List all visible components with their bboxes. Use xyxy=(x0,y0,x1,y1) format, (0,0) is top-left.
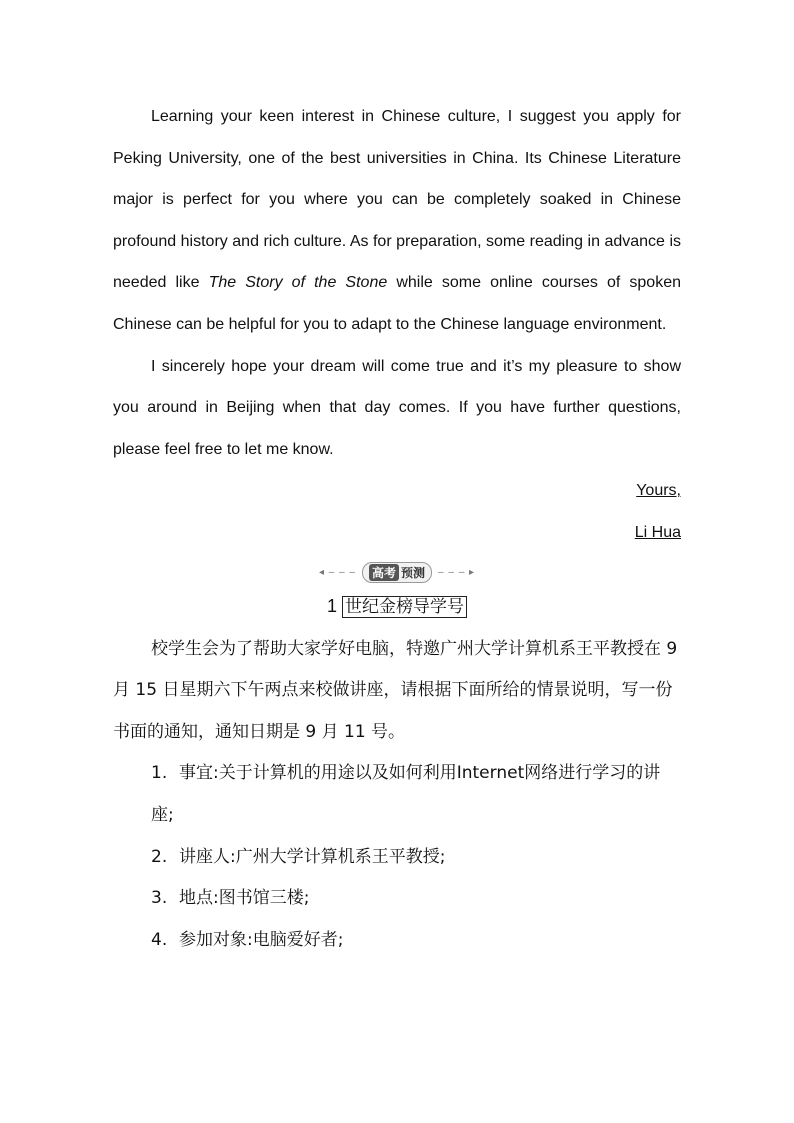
banner-part2: 预测 xyxy=(401,566,426,581)
task-item-1 xyxy=(113,753,681,836)
section-banner xyxy=(113,556,681,590)
book-title: The Story of the Stone xyxy=(208,274,388,292)
banner-badge xyxy=(362,562,432,583)
banner-right-decoration: ‒ ‒ ‒ ▸ xyxy=(438,567,476,579)
letter-paragraph-2: I sincerely hope your dream will come true and it’s my pleasure to show you around in Beijing when that day comes. If you have further questions, please feel free to let me know. xyxy=(113,357,681,458)
item-number: 2. xyxy=(151,846,168,867)
item-text: 参加对象:电脑爱好者; xyxy=(179,929,344,950)
task-item-3 xyxy=(113,878,681,920)
item-number: 1. xyxy=(151,763,168,784)
item-text: 地点:图书馆三楼; xyxy=(179,888,310,909)
task-intro: 校学生会为了帮助大家学好电脑，特邀广州大学计算机系王平教授在 9 月 15 日星期六下午两点来校做讲座，请根据下面所给的情景说明，写一份书面的通知，通知日期是 9 月 11 号。 xyxy=(113,638,678,742)
closing-text: Yours, xyxy=(636,482,681,500)
letter-closing xyxy=(113,470,681,512)
task-item-4 xyxy=(113,920,681,962)
letter-paragraph-1 xyxy=(113,96,681,346)
item-text: 讲座人:广州大学计算机系王平教授; xyxy=(179,846,446,867)
item-number: 3. xyxy=(151,888,168,909)
task-item-2 xyxy=(113,837,681,879)
document-page xyxy=(113,96,681,961)
task-source: 世纪金榜导学号 xyxy=(342,596,467,618)
banner-part1: 高考 xyxy=(369,564,399,581)
task-heading xyxy=(113,590,681,623)
item-text: 事宜:关于计算机的用途以及如何利用Internet网络进行学习的讲座; xyxy=(151,763,661,825)
signature-text: Li Hua xyxy=(634,523,681,541)
para1-text-b: while some online courses of spoken Chinese can be helpful for you to adapt to the Chinese language environment. xyxy=(113,274,681,333)
para1-text-a: Learning your keen interest in Chinese culture, I suggest you apply for Peking University, one of the best universities in China. Its Chinese Literature major is perfect for you where you can be completely soaked in Chinese profound history and rich culture. As for preparation, some reading in advance is needed like xyxy=(113,108,681,292)
banner-left-decoration: ◂ ‒ ‒ ‒ xyxy=(318,567,356,579)
item-number: 4. xyxy=(151,929,168,950)
task-number: 1 xyxy=(326,595,337,616)
letter-signature xyxy=(113,512,681,554)
